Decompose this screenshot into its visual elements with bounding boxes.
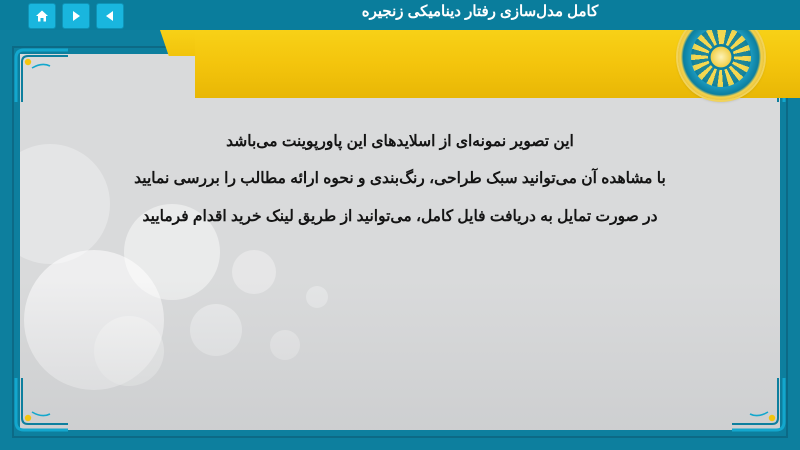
body-line-2: با مشاهده آن می‌توانید سبک طراحی، رنگ‌بندی و نحوه ارائه مطالب را بررسی نمایید	[134, 170, 666, 188]
page-title: کامل مدل‌سازی رفتار دینامیکی زنجیره	[361, 3, 599, 20]
home-icon	[35, 9, 49, 23]
slide-navigation-group	[28, 3, 124, 29]
home-button[interactable]	[28, 3, 56, 29]
content-bottom-shade	[20, 280, 780, 430]
body-line-1: این تصویر نمونه‌ای از اسلایدهای این پاورپوینت می‌باشد	[226, 133, 574, 150]
slide-content-area	[20, 54, 780, 430]
triangle-left-icon	[104, 10, 116, 22]
slide-body-text	[40, 130, 760, 228]
slide-footer-strip	[0, 438, 800, 450]
next-slide-button[interactable]	[62, 3, 90, 29]
triangle-right-icon	[70, 10, 82, 22]
prev-slide-button[interactable]	[96, 3, 124, 29]
body-line-3: در صورت تمایل به دریافت فایل کامل، می‌توانید از طریق لینک خرید اقدام فرمایید	[142, 207, 658, 225]
